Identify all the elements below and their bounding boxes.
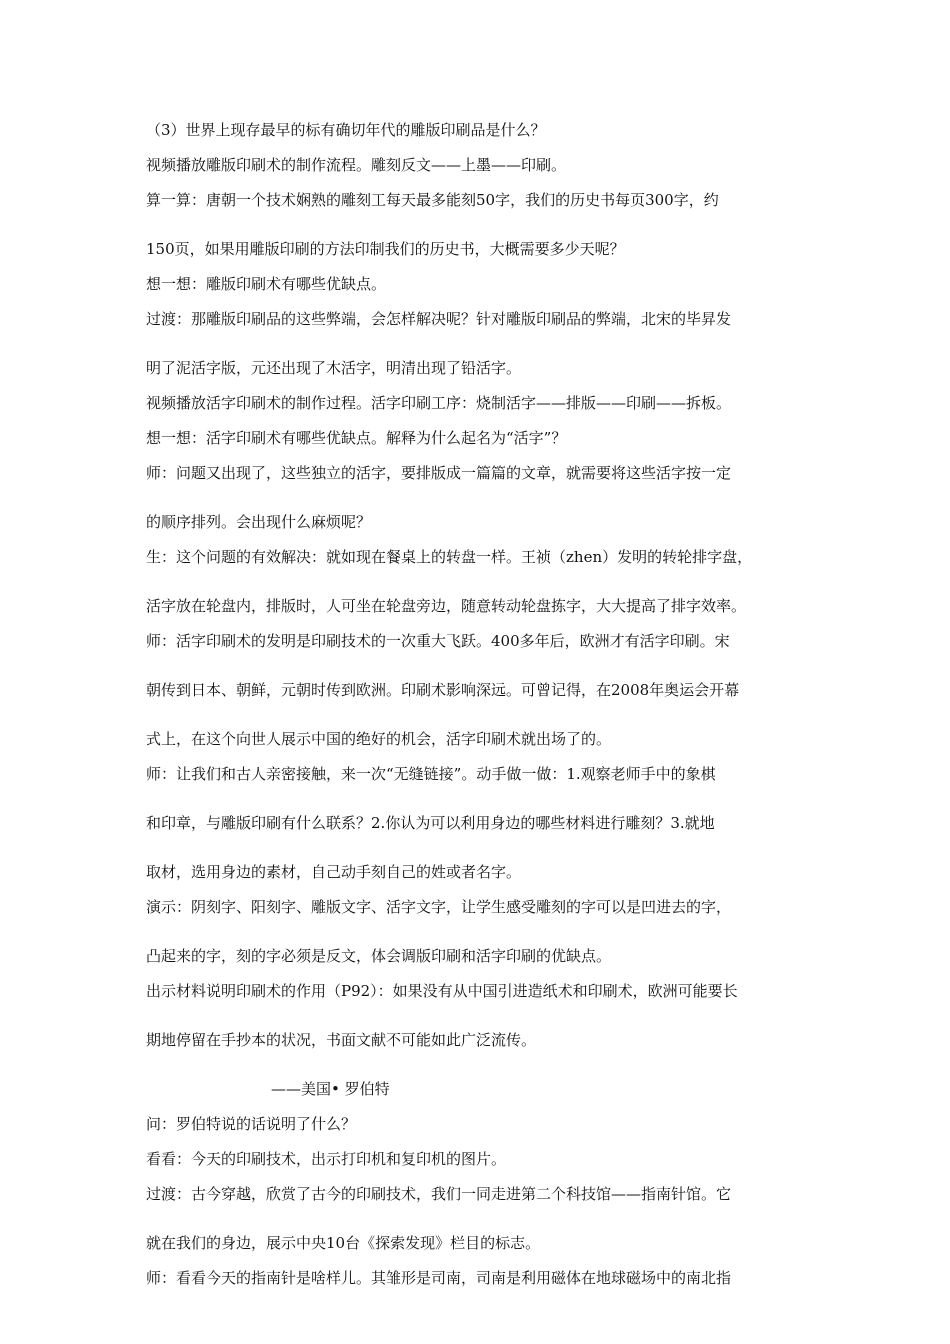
text-line: 视频播放活字印刷术的制作过程。活字印刷工序：烧制活字——排版——印刷——拆板。 — [146, 394, 732, 412]
text-line: 想一想：活字印刷术有哪些优缺点。解释为什么起名为“活字”？ — [146, 429, 567, 447]
text-line: 过渡：古今穿越，欣赏了古今的印刷技术，我们一同走进第二个科技馆——指南针馆。它 — [146, 1185, 732, 1203]
text-line: 师：让我们和古人亲密接触，来一次“无缝链接”。动手做一做：1.观察老师手中的象棋 — [146, 765, 716, 783]
document-body — [146, 121, 816, 1287]
text-line: 生：这个问题的有效解决：就如现在餐桌上的转盘一样。王祯（zhen）发明的转轮排字盘， — [146, 548, 753, 566]
text-line: 的顺序排列。会出现什么麻烦呢？ — [146, 513, 372, 531]
text-line: 演示：阴刻字、阳刻字、雕版文字、活字文字，让学生感受雕刻的字可以是凹进去的字， — [146, 898, 732, 916]
text-line: 朝传到日本、朝鲜，元朝时传到欧洲。印刷术影响深远。可曾记得，在2008年奥运会开幕 — [146, 681, 740, 699]
text-line: （3）世界上现存最早的标有确切年代的雕版印刷品是什么？ — [146, 121, 546, 139]
text-line: 明了泥活字版，元还出现了木活字，明清出现了铅活字。 — [146, 359, 522, 377]
text-line: 取材，选用身边的素材，自己动手刻自己的姓或者名字。 — [146, 863, 522, 881]
text-line: 视频播放雕版印刷术的制作流程。雕刻反文——上墨——印刷。 — [146, 156, 567, 174]
text-line: 式上，在这个向世人展示中国的绝好的机会，活字印刷术就出场了的。 — [146, 730, 612, 748]
text-line: 过渡：那雕版印刷品的这些弊端，会怎样解决呢？针对雕版印刷品的弊端，北宋的毕昇发 — [146, 310, 732, 328]
text-line: 师：问题又出现了，这些独立的活字，要排版成一篇篇的文章，就需要将这些活字按一定 — [146, 464, 732, 482]
text-line: 师：看看今天的指南针是啥样儿。其雏形是司南，司南是利用磁体在地球磁场中的南北指 — [146, 1269, 732, 1287]
text-line: 想一想：雕版印刷术有哪些优缺点。 — [146, 275, 387, 293]
text-line: 活字放在轮盘内，排版时，人可坐在轮盘旁边，随意转动轮盘拣字，大大提高了排字效率。 — [146, 597, 747, 615]
text-line: 就在我们的身边，展示中央10台《探索发现》栏目的标志。 — [146, 1234, 541, 1252]
text-line: 期地停留在手抄本的状况，书面文献不可能如此广泛流传。 — [146, 1031, 537, 1049]
text-line: 和印章，与雕版印刷有什么联系？2.你认为可以利用身边的哪些材料进行雕刻？3.就地 — [146, 814, 715, 832]
text-line: 问：罗伯特说的话说明了什么？ — [146, 1115, 357, 1133]
text-line: 师：活字印刷术的发明是印刷技术的一次重大飞跃。400多年后，欧洲才有活字印刷。宋 — [146, 632, 730, 650]
attribution-line: ——美国• 罗伯特 — [271, 1080, 390, 1098]
text-line: 150页，如果用雕版印刷的方法印制我们的历史书，大概需要多少天呢？ — [146, 240, 625, 258]
text-line: 算一算：唐朝一个技术娴熟的雕刻工每天最多能刻50字，我们的历史书每页300字，约 — [146, 191, 719, 209]
text-line: 看看：今天的印刷技术，出示打印机和复印机的图片。 — [146, 1150, 507, 1168]
text-line: 凸起来的字，刻的字必须是反文，体会调版印刷和活字印刷的优缺点。 — [146, 947, 612, 965]
text-line: 出示材料说明印刷术的作用（P92）：如果没有从中国引进造纸术和印刷术，欧洲可能要长 — [146, 982, 738, 1000]
